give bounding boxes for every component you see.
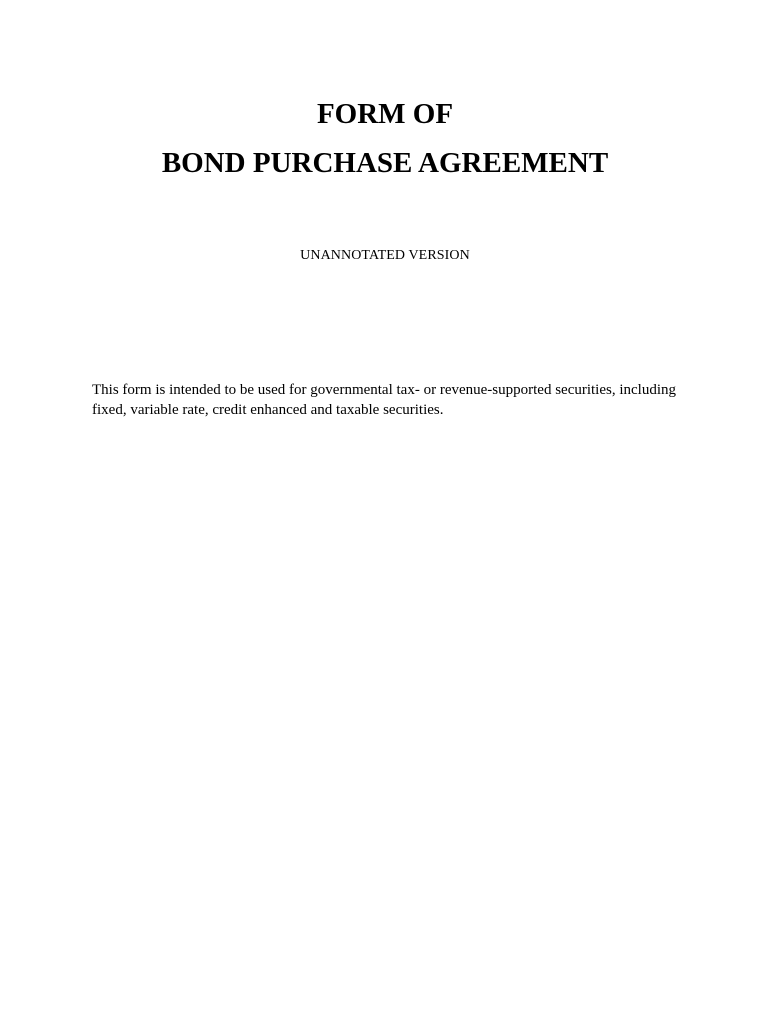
document-title-line-1: FORM OF <box>316 98 454 130</box>
document-title-line-2: BOND PURCHASE AGREEMENT <box>161 147 609 179</box>
description-line-1: This form is intended to be used for governmental tax- or revenue-supported securities, including <box>92 382 677 398</box>
description-line-2: fixed, variable rate, credit enhanced and taxable securities. <box>92 402 444 418</box>
version-subtitle: UNANNOTATED VERSION <box>300 248 470 263</box>
description-paragraph <box>92 380 692 420</box>
